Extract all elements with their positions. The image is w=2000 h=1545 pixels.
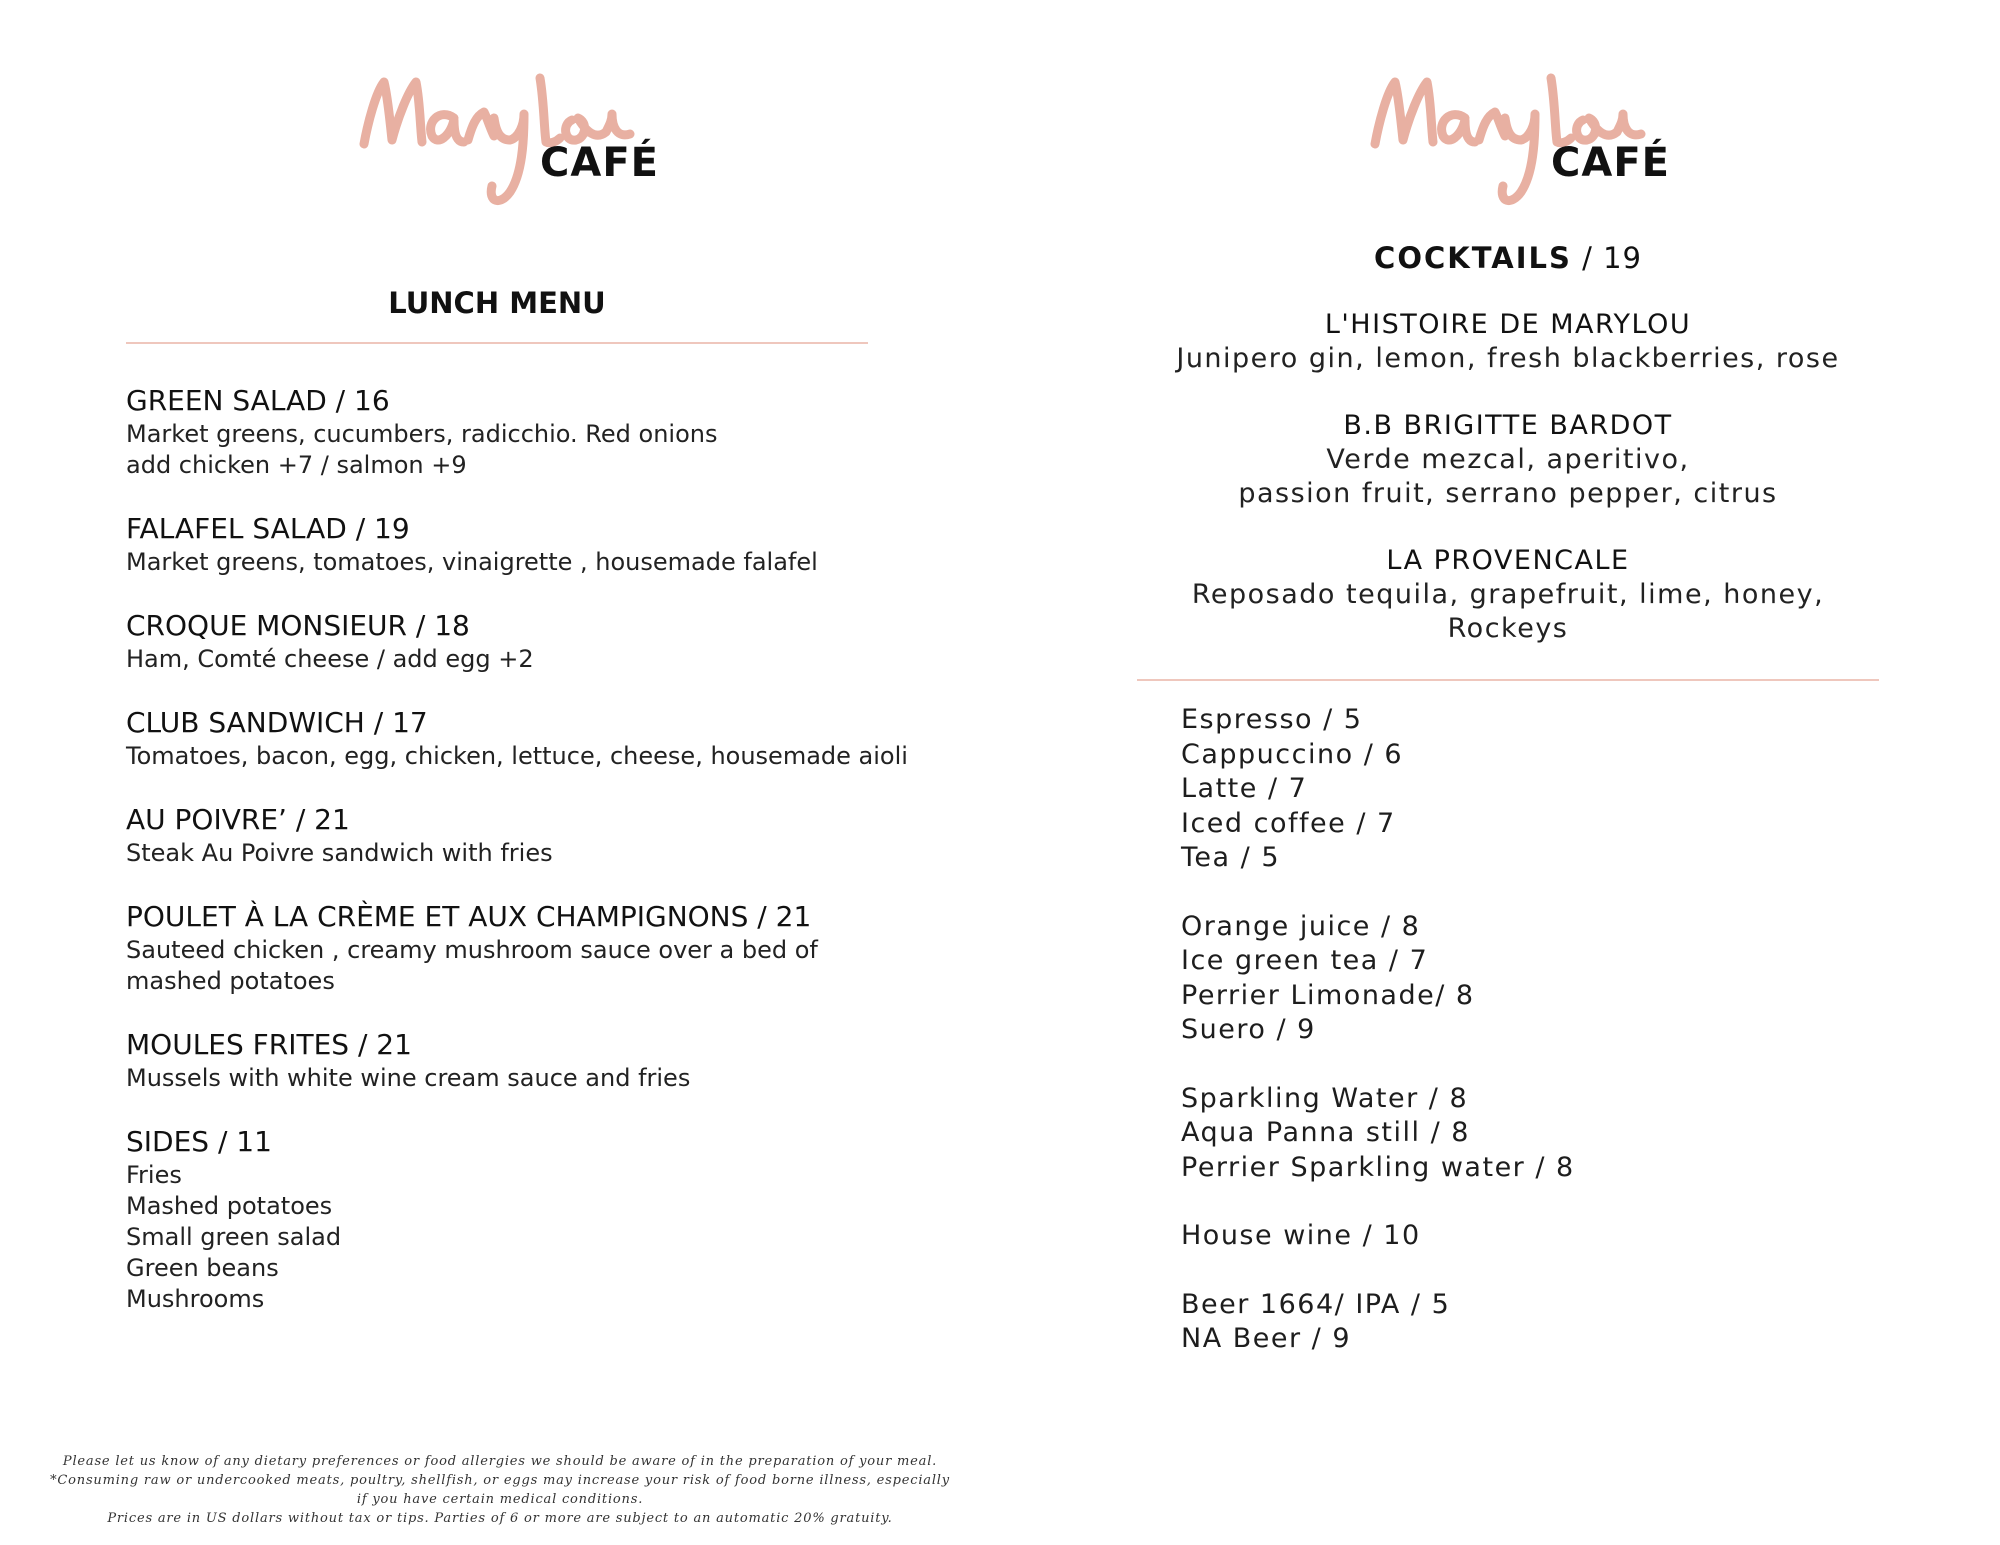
footer-disclaimer — [40, 1452, 960, 1528]
drink-item: Perrier Limonade/ 8 — [1181, 979, 1475, 1011]
section-divider — [1137, 679, 1879, 681]
cocktails-title — [1137, 241, 1879, 275]
footer-line: if you have certain medical conditions. — [356, 1492, 644, 1507]
marylou-script-logo — [1361, 62, 1681, 212]
cocktail-name: B.B BRIGITTE BARDOT — [1343, 410, 1673, 441]
cocktail-name: LA PROVENCALE — [1386, 545, 1630, 576]
menu-item — [126, 1124, 926, 1315]
drinks-list — [1181, 703, 1831, 1391]
menu-item-description: Steak Au Poivre sandwich with fries — [126, 839, 553, 867]
lunch-menu-title: LUNCH MENU — [388, 286, 606, 320]
drink-group — [1181, 910, 1831, 1048]
footer-line: *Consuming raw or undercooked meats, poultry, shellfish, or eggs may increase your risk of food borne illness, especially — [50, 1473, 950, 1488]
drink-item: Iced coffee / 7 — [1181, 807, 1396, 839]
cocktail-name: L'HISTOIRE DE MARYLOU — [1324, 309, 1692, 340]
menu-item-description: Fries Mashed potatoes Small green salad Green beans Mushrooms — [126, 1161, 342, 1313]
menu-item-description: Sauteed chicken , creamy mushroom sauce over a bed of mashed potatoes — [126, 936, 818, 995]
menu-item-name: POULET À LA CRÈME ET AUX CHAMPIGNONS / 21 — [126, 900, 812, 933]
drink-item: Tea / 5 — [1181, 842, 1281, 873]
drink-item: Suero / 9 — [1181, 1014, 1316, 1045]
cocktails-price: / 19 — [1571, 241, 1642, 275]
drink-item: House wine / 10 — [1181, 1220, 1421, 1251]
cocktail-description: Reposado tequila, grapefruit, lime, honey, Rockeys — [1191, 579, 1825, 644]
menu-item — [126, 899, 926, 997]
menu-item-name: FALAFEL SALAD / 19 — [126, 512, 410, 545]
menu-item-description: Tomatoes, bacon, egg, chicken, lettuce, cheese, housemade aioli — [126, 742, 908, 770]
marylou-cafe-logo — [1361, 62, 1681, 212]
menu-item-name: AU POIVRE’ / 21 — [126, 803, 350, 836]
menu-item-name: CROQUE MONSIEUR / 18 — [126, 609, 470, 642]
cocktail-description: Verde mezcal, aperitivo, passion fruit, serrano pepper, citrus — [1238, 444, 1778, 509]
drink-item: NA Beer / 9 — [1181, 1323, 1352, 1354]
menu-item-name: GREEN SALAD / 16 — [126, 384, 390, 417]
drink-item: Sparkling Water / 8 — [1181, 1082, 1469, 1114]
menu-item — [126, 511, 926, 578]
marylou-cafe-logo — [350, 62, 670, 212]
drink-item: Orange juice / 8 — [1181, 910, 1421, 942]
lunch-menu-list — [126, 383, 926, 1345]
menu-item-name: CLUB SANDWICH / 17 — [126, 706, 428, 739]
cafe-label: CAFÉ — [1551, 140, 1670, 186]
cocktails-heading: COCKTAILS — [1374, 241, 1572, 275]
menu-item-name: SIDES / 11 — [126, 1125, 272, 1158]
menu-item-description: Market greens, cucumbers, radicchio. Red onions add chicken +7 / salmon +9 — [126, 420, 718, 479]
drink-item: Cappuccino / 6 — [1181, 738, 1404, 770]
menu-item-description: Ham, Comté cheese / add egg +2 — [126, 645, 534, 673]
cocktail-item — [1137, 307, 1879, 376]
drink-item: Perrier Sparkling water / 8 — [1181, 1151, 1575, 1183]
footer-line: Please let us know of any dietary preferences or food allergies we should be aware of in the preparation of your meal. — [62, 1454, 938, 1469]
drink-group — [1181, 1288, 1831, 1357]
menu-item — [126, 802, 926, 869]
drink-item: Aqua Panna still / 8 — [1181, 1117, 1470, 1148]
cocktail-item — [1137, 543, 1879, 646]
menu-item — [126, 705, 926, 772]
cocktail-description: Junipero gin, lemon, fresh blackberries, rose — [1176, 343, 1840, 374]
menu-item-description: Mussels with white wine cream sauce and fries — [126, 1064, 691, 1092]
menu-item — [126, 383, 926, 481]
section-divider — [126, 342, 868, 344]
cocktail-item — [1137, 408, 1879, 511]
drink-item: Latte / 7 — [1181, 773, 1308, 804]
drink-item: Espresso / 5 — [1181, 704, 1363, 735]
drink-item: Ice green tea / 7 — [1181, 945, 1429, 976]
footer-line: Prices are in US dollars without tax or tips. Parties of 6 or more are subject to an automatic 20% gratuity. — [107, 1511, 893, 1526]
menu-item-description: Market greens, tomatoes, vinaigrette , housemade falafel — [126, 548, 818, 576]
drink-group — [1181, 703, 1831, 876]
cocktail-list — [1137, 307, 1879, 678]
menu-item-name: MOULES FRITES / 21 — [126, 1028, 412, 1061]
drink-group — [1181, 1219, 1831, 1254]
cafe-label: CAFÉ — [540, 140, 659, 186]
drink-group — [1181, 1082, 1831, 1186]
menu-item — [126, 1027, 926, 1094]
menu-item — [126, 608, 926, 675]
marylou-script-logo — [350, 62, 670, 212]
drink-item: Beer 1664/ IPA / 5 — [1181, 1288, 1451, 1320]
